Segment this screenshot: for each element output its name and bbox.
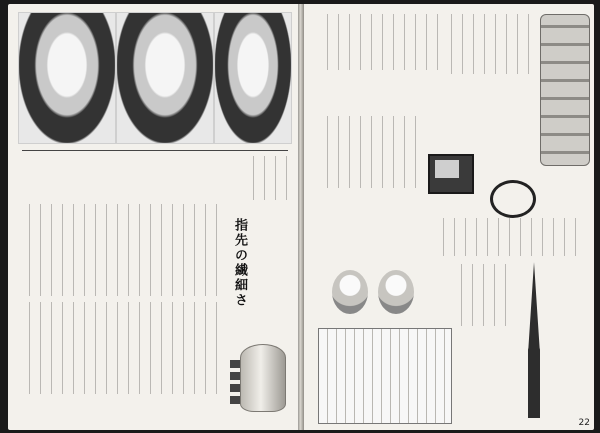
right-page (304, 4, 594, 430)
body-text-top-a (320, 14, 440, 70)
left-page (8, 4, 298, 430)
magazine-spread (8, 4, 594, 430)
cup-illustration (240, 344, 286, 412)
caption-columns (246, 156, 290, 200)
body-text-top-b (444, 14, 534, 74)
motorcycle-photo (490, 180, 536, 218)
portrait-photo-1 (18, 12, 116, 144)
section-rule (22, 150, 288, 151)
body-text-right (436, 218, 586, 256)
film-reels-photo (540, 14, 590, 166)
portrait-photo-2 (116, 12, 214, 144)
portrait-photo-3 (214, 12, 292, 144)
body-text-upper (22, 204, 222, 296)
tower-photo (514, 262, 554, 418)
body-text-lower-right (454, 264, 510, 326)
body-text-lower (22, 302, 222, 394)
calendar-photo (318, 328, 452, 424)
page-number: 22 (578, 418, 590, 428)
article-heading: 指先の繊細さ (232, 218, 247, 308)
bird-figurines-photo (326, 254, 426, 314)
body-text-middle (320, 116, 420, 188)
television-photo (428, 154, 474, 194)
